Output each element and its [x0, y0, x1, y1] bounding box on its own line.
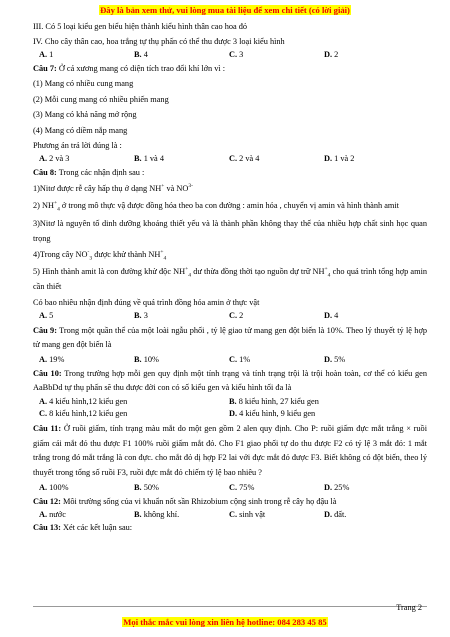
option-d: D. 2 — [324, 50, 339, 60]
hotline-banner: Mọi thắc mắc vui lòng xin liên hệ hotline: 084 283 45 85 — [123, 617, 327, 627]
option-a: A. 1 — [39, 50, 54, 60]
option-a: A. 5 — [39, 311, 54, 321]
page-number: Trang 2 — [396, 603, 422, 612]
option-b: B. 50% — [134, 483, 159, 493]
option-b: B. 4 — [134, 50, 148, 60]
q11-options — [33, 480, 427, 496]
q8-statement-4: 4)Trong cây $NO^-_3$ được khử thành $NH^+_4$ — [33, 249, 167, 262]
question-10: Câu 10: Trong trường hợp mỗi gen quy định một tính trạng và tính trạng trội là trội hoàn toàn, cơ thể có kiểu gen AaBbDd tự thụ phấn sẽ thu được đời con có số kiểu gen và kiểu hình tối đa là — [33, 369, 427, 392]
option-a: A. 19% — [39, 354, 65, 364]
option-d: D. 1 và 2 — [324, 154, 355, 164]
q12-options — [33, 507, 427, 523]
preview-banner: Đây là bản xem thử, vui lòng mua tài liệu để xem chi tiết (có lời giải) — [100, 5, 350, 15]
document-body — [33, 21, 427, 533]
option-d: D. đất. — [324, 509, 347, 519]
option-a: A. 100% — [39, 483, 69, 493]
option-d: D. 25% — [324, 483, 350, 493]
option-a: A. 4 kiểu hình,12 kiểu gen — [39, 396, 128, 406]
q7-options — [33, 151, 427, 167]
q6-options — [33, 47, 427, 63]
option-c: C. 3 — [229, 50, 244, 60]
option-c: C. 75% — [229, 483, 255, 493]
question-9: Câu 9: Trong một quần thể của một loài ngẫu phối , tỷ lệ giao tử mang gen đột biến là 10%. Theo lý thuyết tỷ lệ hợp tử mang gen đột biến là — [33, 325, 427, 349]
q7-item: (2) Mỗi cung mang có nhiều phiến mang — [33, 94, 169, 104]
statement-iii: III. Có 5 loại kiểu gen biểu hiện thành kiểu hình thân cao hoa đỏ — [33, 22, 248, 31]
option-a: A. 2 và 3 — [39, 154, 70, 164]
q8-prompt: Có bao nhiêu nhận định đúng về quá trình đồng hóa amin ở thực vật — [33, 298, 260, 307]
option-d: D. 4 kiểu hình, 9 kiểu gen — [229, 409, 316, 419]
q8-statement-5: 5) Hình thành amit là con đường khử độc $NH^+_4$ dư thừa đồng thời tạo nguồn dự trữ $NH^+_4$ cho quá trình tổng hợp amin cần thiết — [33, 266, 428, 291]
option-d: D. 5% — [324, 354, 346, 364]
q10-options-row2 — [33, 408, 427, 421]
q7-item: (1) Mang có nhiều cung mang — [33, 79, 134, 88]
option-c: C. 2 và 4 — [229, 154, 260, 164]
statement-iv: IV. Cho cây thân cao, hoa trắng tự thụ phấn có thể thu được 3 loại kiểu hình — [33, 37, 285, 46]
option-b: B. 3 — [134, 311, 148, 321]
option-d: D. 4 — [324, 311, 339, 321]
q10-options-row1 — [33, 395, 427, 408]
question-7: Câu 7: Ở cá xương mang có diện tích trao đổi khí lớn vì : — [33, 63, 226, 73]
footer-divider — [33, 606, 427, 607]
option-b: B. 8 kiểu hình, 27 kiểu gen — [229, 396, 319, 406]
option-b: B. 10% — [134, 354, 159, 364]
q8-statement-1: 1)Nitơ được rễ cây hấp thụ ở dạng NH+ và $NO^{3-}$ — [33, 182, 193, 193]
question-11: Câu 11: Ở ruồi giấm, tính trạng màu mắt do một gen gồm 2 alen quy định. Cho P: ruồi giấm đực mắt trắng × ruồi giấm cái mắt đỏ thu được F1 100% ruồi giấm mắt đỏ. Cho F1 giao phối tự do thu được F2 có tỷ lệ 3 mắt đỏ: 1 mắt trắng trong đó mắt trắng là con đực. cho mắt đỏ dị hợp F2 lai với đực mắt đỏ được F3. Biết không có đột biến, theo lý thuyết trong tổng số ruồi F3, ruồi đực mắt đỏ chiếm tỷ lệ bao nhiêu ? — [33, 424, 427, 477]
q7-prompt: Phương án trả lời đúng là : — [33, 141, 122, 150]
q9-options — [33, 352, 427, 368]
option-c: C. 2 — [229, 311, 244, 321]
q8-statement-3: 3)Nitơ là nguyên tố dinh dưỡng khoáng thiết yếu và là thành phần không thay thế của nhiều hợp chất sinh học quan trọng — [33, 219, 427, 243]
option-c: C. 8 kiểu hình,12 kiểu gen — [39, 409, 128, 419]
q7-item: (4) Mang có diềm nắp mang — [33, 125, 128, 135]
question-13: Câu 13: Xét các kết luận sau: — [33, 523, 133, 532]
question-12: Câu 12: Môi trường sống của vi khuẩn nốt sần Rhizobium cộng sinh trong rễ cây họ đậu là — [33, 496, 337, 506]
question-8: Câu 8: Trong các nhận định sau : — [33, 167, 145, 177]
option-b: B. 1 và 4 — [134, 154, 164, 164]
option-b: B. không khí. — [134, 509, 180, 519]
q7-item: (3) Mang có khả năng mở rộng — [33, 110, 137, 119]
q8-statement-2: 2) $NH^+_4$ ở trong mô thực vậ được đồng hóa theo ba con đường : amin hóa , chuyển vị amin và hình thành amit — [33, 200, 399, 213]
q8-options — [33, 308, 427, 324]
option-c: C. 1% — [229, 354, 251, 364]
option-c: C. sinh vật — [229, 509, 266, 519]
option-a: A. nước — [39, 509, 66, 519]
